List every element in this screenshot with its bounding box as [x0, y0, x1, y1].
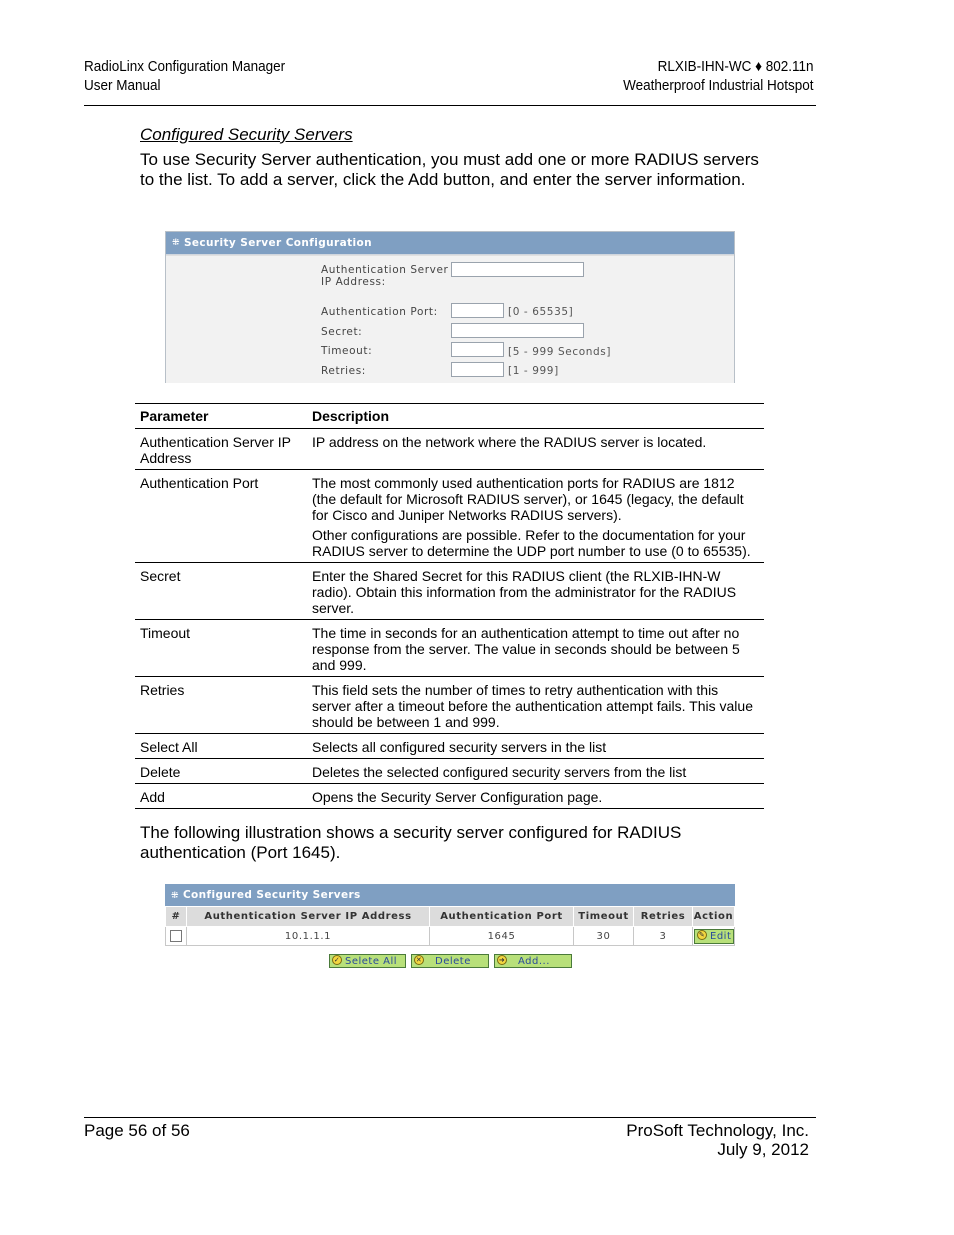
table-row: [166, 927, 735, 946]
table-row: [135, 563, 764, 620]
config-panel-body: [166, 255, 734, 383]
config-panel-header: [166, 232, 734, 255]
timeout-hint: [5 - 999 Seconds]: [508, 346, 612, 358]
column-header-description: Description: [307, 404, 764, 429]
servers-panel-title: Configured Security Servers: [182, 889, 361, 901]
servers-header-row: [166, 907, 735, 927]
configured-servers-panel: [165, 884, 735, 946]
description-text: Selects all configured security servers in the list: [312, 739, 607, 755]
server-timeout: 30: [574, 927, 634, 946]
auth-port-label: Authentication Port:: [321, 306, 438, 318]
param-name: Retries: [135, 677, 307, 734]
description-text: Other configurations are possible. Refer to the documentation for your RADIUS server to determine the UDP port number to use (0 to 65535).: [312, 527, 751, 559]
header-rule: [84, 105, 816, 106]
header-left: [84, 57, 285, 95]
param-name: Select All: [135, 734, 307, 759]
col-number: #: [166, 907, 187, 927]
auth-port-input[interactable]: [451, 303, 504, 318]
table-row: [135, 734, 764, 759]
delete-icon: ✕: [415, 956, 423, 964]
auth-port-hint: [0 - 65535]: [508, 306, 574, 318]
param-description: [307, 470, 764, 563]
add-button[interactable]: [494, 954, 572, 968]
server-port: 1645: [430, 927, 574, 946]
column-header-parameter: Parameter: [135, 404, 307, 429]
add-label: Add...: [518, 956, 550, 967]
arrow-right-icon: ➜: [498, 956, 506, 964]
auth-server-ip-input[interactable]: [451, 262, 584, 277]
header-product-name: RadioLinx Configuration Manager: [84, 58, 286, 75]
servers-table: [165, 906, 735, 946]
description-text: The most commonly used authentication ports for RADIUS are 1812 (the default for Microsoft RADIUS server), or 1645 (legacy, the default for Cisco and Juniper Networks RADIUS servers).: [312, 475, 744, 523]
section-title: Configured Security Servers: [140, 125, 353, 144]
param-name: Add: [135, 784, 307, 809]
header-right: [624, 57, 814, 95]
param-description: [307, 759, 764, 784]
row-checkbox[interactable]: [170, 930, 182, 942]
col-action: Action: [693, 907, 735, 927]
action-cell: [693, 927, 735, 946]
table-row: [135, 470, 764, 563]
description-text: The time in seconds for an authentication attempt to time out after no response from the server. The value in seconds should be between 5 and 999.: [312, 625, 740, 673]
col-auth-port: Authentication Port: [430, 907, 574, 927]
footer-company: ProSoft Technology, Inc.: [626, 1121, 809, 1140]
col-retries: Retries: [634, 907, 693, 927]
header-model-desc: Weatherproof Industrial Hotspot: [623, 77, 814, 94]
table-row: [135, 677, 764, 734]
param-description: [307, 620, 764, 677]
security-server-config-panel: [165, 231, 735, 383]
header-model: RLXIB-IHN-WC ♦ 802.11n: [658, 58, 814, 75]
param-name: Authentication Port: [135, 470, 307, 563]
table-header-row: [135, 404, 764, 429]
param-description: [307, 429, 764, 470]
secret-input[interactable]: [451, 323, 584, 338]
retries-hint: [1 - 999]: [508, 365, 559, 377]
retries-input[interactable]: [451, 362, 504, 377]
server-retries: 3: [634, 927, 693, 946]
footer-date: July 9, 2012: [717, 1140, 809, 1159]
retries-label: Retries:: [321, 365, 366, 377]
param-name: Authentication Server IP Address: [135, 429, 307, 470]
delete-button[interactable]: [411, 954, 489, 968]
parameter-table: [135, 403, 764, 809]
param-description: [307, 734, 764, 759]
server-ip: 10.1.1.1: [187, 927, 430, 946]
secret-label: Secret:: [321, 326, 363, 338]
footer-rule: [84, 1117, 816, 1118]
edit-button-label: Edit: [710, 930, 732, 942]
param-description: [307, 784, 764, 809]
description-text: Enter the Shared Secret for this RADIUS client (the RLXIB-IHN-W radio). Obtain this information from the administrator for the RADIUS server.: [312, 568, 737, 616]
timeout-label: Timeout:: [321, 345, 373, 357]
table-row: [135, 429, 764, 470]
param-name: Secret: [135, 563, 307, 620]
grid-icon: ⁜: [172, 238, 180, 248]
description-text: Opens the Security Server Configuration page.: [312, 789, 603, 805]
auth-server-ip-label: Authentication Server IP Address:: [321, 264, 449, 288]
col-ip-address: Authentication Server IP Address: [187, 907, 430, 927]
param-description: [307, 677, 764, 734]
table-row: [135, 784, 764, 809]
description-text: Deletes the selected configured security servers from the list: [312, 764, 687, 780]
param-name: Timeout: [135, 620, 307, 677]
intro-paragraph: To use Security Server authentication, you must add one or more RADIUS servers to the list. To add a server, click the Add button, and enter the server information.: [140, 150, 759, 189]
timeout-input[interactable]: [451, 342, 504, 357]
row-checkbox-cell: [166, 927, 187, 946]
footer-right: [626, 1121, 809, 1159]
check-icon: ✓: [333, 956, 341, 964]
table-row: [135, 759, 764, 784]
select-all-label: Selete All: [345, 956, 398, 967]
edit-button[interactable]: [694, 929, 734, 944]
following-paragraph: The following illustration shows a security server configured for RADIUS authentication (Port 1645).: [140, 823, 682, 862]
servers-panel-header: [165, 884, 735, 906]
param-name: Delete: [135, 759, 307, 784]
grid-icon: ⁜: [171, 891, 179, 901]
description-text: This field sets the number of times to retry authentication with this server after a timeout before the authentication attempt fails. This value should be between 1 and 999.: [312, 682, 753, 730]
table-row: [135, 620, 764, 677]
description-text: IP address on the network where the RADIUS server is located.: [312, 434, 707, 450]
footer-page-number: Page 56 of 56: [84, 1121, 190, 1140]
param-description: [307, 563, 764, 620]
edit-icon: ✎: [698, 930, 706, 939]
delete-label: Delete: [435, 956, 471, 967]
header-doc-type: User Manual: [84, 77, 161, 94]
select-all-button[interactable]: [329, 954, 406, 968]
config-panel-title: Security Server Configuration: [183, 237, 373, 249]
col-timeout: Timeout: [574, 907, 634, 927]
